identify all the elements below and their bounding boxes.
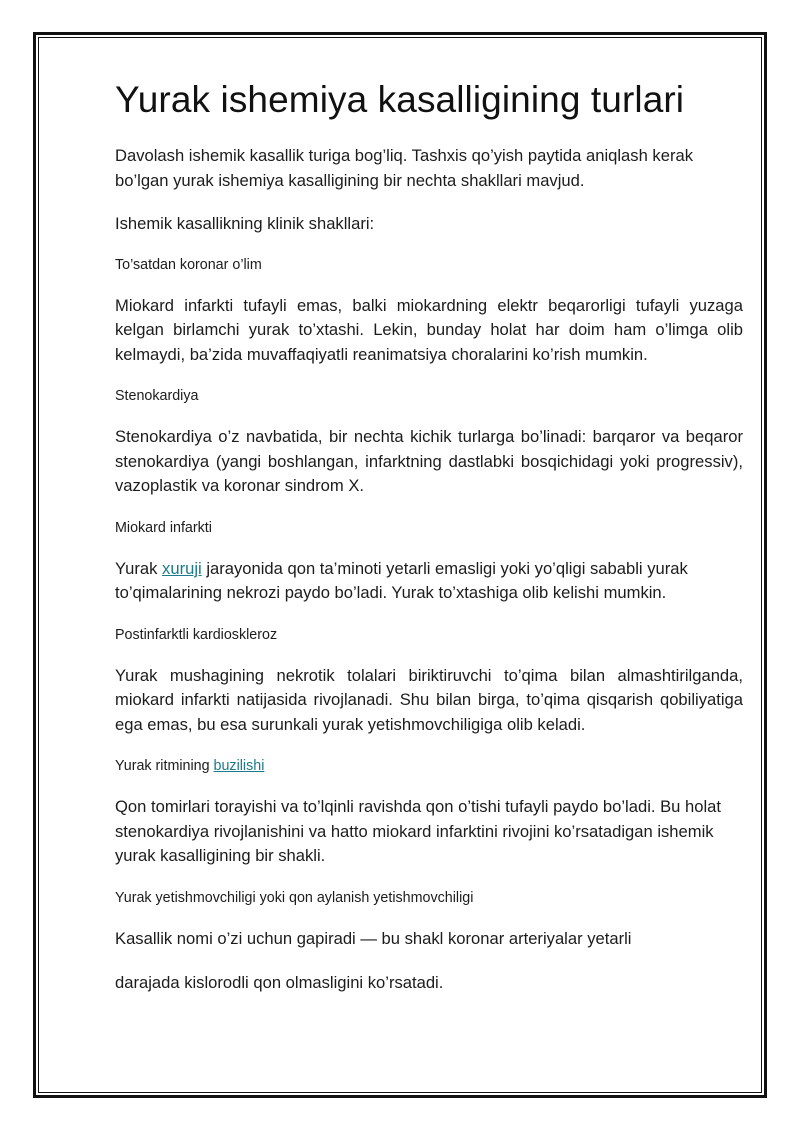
section-heading-arrhythmia — [115, 756, 743, 776]
link-xuruji[interactable]: xuruji — [162, 558, 202, 578]
section-text-heart-failure-line2: darajada kislorodli qon olmasligini ko’rsatadi. — [115, 973, 444, 992]
document-content — [115, 78, 743, 996]
text-fragment: Yurak — [115, 558, 163, 578]
clinical-forms-heading: Ishemik kasallikning klinik shakllari: — [115, 214, 375, 233]
text-fragment: Yurak ritmining — [115, 758, 214, 774]
intro-paragraph: Davolash ishemik kasallik turiga bog’liq. Tashxis qo’yish paytida aniqlash kerak bo’lgan yurak ishemiya kasalligining bir nechta shakllari mavjud. — [115, 146, 694, 190]
section-text-heart-failure-line1: Kasallik nomi o’zi uchun gapiradi — bu shakl koronar arteriyalar yetarli — [115, 928, 632, 948]
text-fragment: jarayonida qon ta’minoti yetarli emasligi yoki yo’qligi sababli yurak to’qimalarining nekrozi paydo bo’ladi. Yurak to’xtashiga olib kelishi mumkin. — [115, 558, 688, 602]
section-heading-angina: Stenokardiya — [115, 388, 199, 404]
section-heading-postinfarction-cardiosclerosis: Postinfarktli kardioskleroz — [115, 626, 278, 643]
section-text-myocardial-infarction — [115, 557, 743, 606]
link-buzilishi[interactable]: buzilishi — [213, 758, 265, 774]
section-text-arrhythmia: Qon tomirlari torayishi va to’lqinli ravishda qon o’tishi tufayli paydo bo’ladi. Bu holat stenokardiya rivojlanishini va hatto miokard infarktini rivojini ko’rsatadigan ishemik yurak kasalligining bir shakli. — [115, 797, 721, 865]
section-heading-heart-failure: Yurak yetishmovchiligi yoki qon aylanish yetishmovchiligi — [115, 889, 474, 906]
page-title: Yurak ishemiya kasalligining turlari — [115, 79, 685, 120]
section-heading-sudden-coronary-death: To’satdan koronar o’lim — [115, 256, 262, 273]
section-text-postinfarction-cardiosclerosis: Yurak mushagining nekrotik tolalari biriktiruvchi to’qima bilan almashtirilganda, miokard infarkti natijasida rivojlanadi. Shu bilan birga, to’qima qisqarish qobiliyatiga ega emas, bu esa surunkali yurak yetishmovchiligiga olib keladi. — [115, 665, 743, 734]
section-text-sudden-coronary-death: Miokard infarkti tufayli emas, balki miokardning elektr beqarorligi tufayli yuzaga kelgan birlamchi yurak to’xtashi. Lekin, bunday holat har doim ham o’limga olib kelmaydi, ba’zida muvaffaqiyatli reanimatsiya choralarini ko’rish mumkin. — [115, 295, 743, 364]
section-heading-myocardial-infarction: Miokard infarkti — [115, 519, 212, 536]
section-text-angina: Stenokardiya o’z navbatida, bir nechta kichik turlarga bo’linadi: barqaror va beqaror stenokardiya (yangi boshlangan, infarktning dastlabki bosqichidagi yoki progressiv), vazoplastik va koronar sindrom X. — [115, 427, 743, 495]
